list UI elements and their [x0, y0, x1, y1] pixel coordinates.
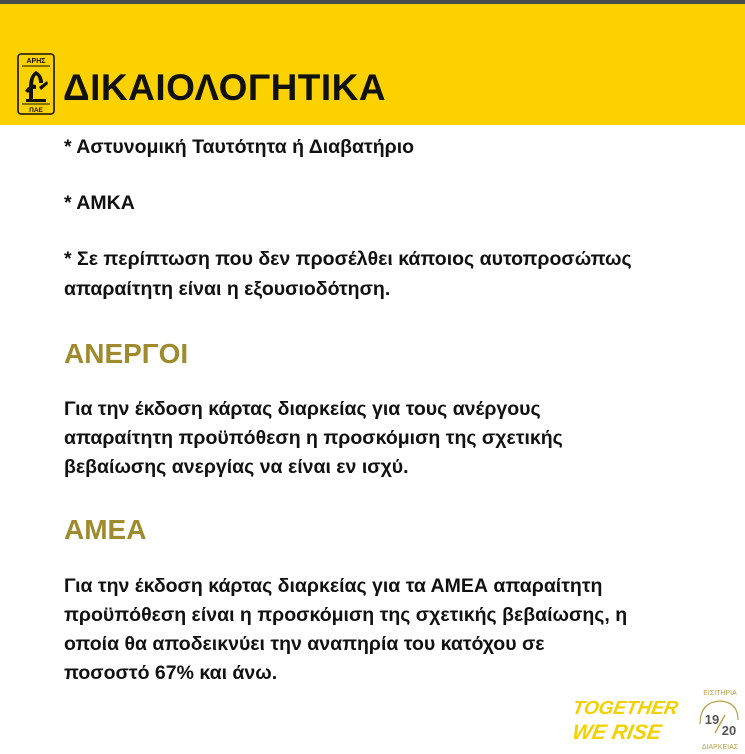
requirement-id-text: * Αστυνομική Ταυτότητα ή Διαβατήριο: [64, 136, 415, 158]
paragraph-line: οποία θα αποδεικνύει την αναπηρία του κατόχου σε: [64, 633, 545, 655]
paragraph-line: Για την έκδοση κάρτας διαρκείας για τους ανέργους: [64, 398, 541, 420]
section-text-disabled: [64, 572, 704, 688]
logo-top-text: ΑΡΗΣ: [26, 58, 46, 65]
logo-bottom-text: ΠΑΕ: [29, 107, 43, 114]
badge-number-19: 19: [704, 712, 720, 727]
paragraph-line: ποσοστό 67% και άνω.: [64, 662, 278, 684]
together-we-rise-slogan: [566, 690, 692, 748]
requirement-amka: [64, 188, 704, 218]
requirement-id: [64, 132, 704, 162]
header-banner: [0, 4, 745, 125]
paragraph-line: βεβαίωσης ανεργίας να είναι εν ισχύ.: [64, 456, 409, 478]
paragraph-line: απαραίτητη προϋπόθεση η προσκόμιση της σχετικής: [64, 427, 563, 449]
page-title: ΔΙΚΑΙΟΛΟΓΗΤΙΚΑ: [63, 67, 387, 108]
requirement-authorization-line: * Σε περίπτωση που δεν προσέλθει κάποιος αυτοπροσώπως: [64, 248, 632, 270]
paragraph-line: προϋπόθεση είναι η προσκόμιση της σχετικής βεβαίωσης, η: [64, 604, 628, 626]
paragraph-line: Για την έκδοση κάρτας διαρκείας για τα ΑΜΕΑ απαραίτητη: [64, 575, 603, 597]
badge-bottom-text: ΔΙΑΡΚΕΙΑΣ: [701, 744, 739, 751]
badge-top-text: ΕΙΣΙΤΗΡΙΑ: [703, 690, 737, 697]
section-title-unemployed: ΑΝΕΡΓΟΙ: [64, 338, 189, 369]
requirement-amka-text: * ΑΜΚΑ: [64, 192, 135, 214]
slogan-line2: WE RISE: [570, 721, 664, 744]
requirement-authorization-line: απαραίτητη είναι η εξουσιοδότηση.: [64, 278, 391, 300]
section-title-disabled: ΑΜΕΑ: [64, 514, 147, 545]
aris-club-logo: [17, 53, 55, 115]
section-text-unemployed: [64, 395, 704, 482]
slogan-line1: TOGETHER: [570, 698, 680, 719]
requirement-authorization: [64, 244, 704, 304]
badge-number-20: 20: [721, 723, 737, 738]
season-tickets-badge: [690, 686, 745, 752]
